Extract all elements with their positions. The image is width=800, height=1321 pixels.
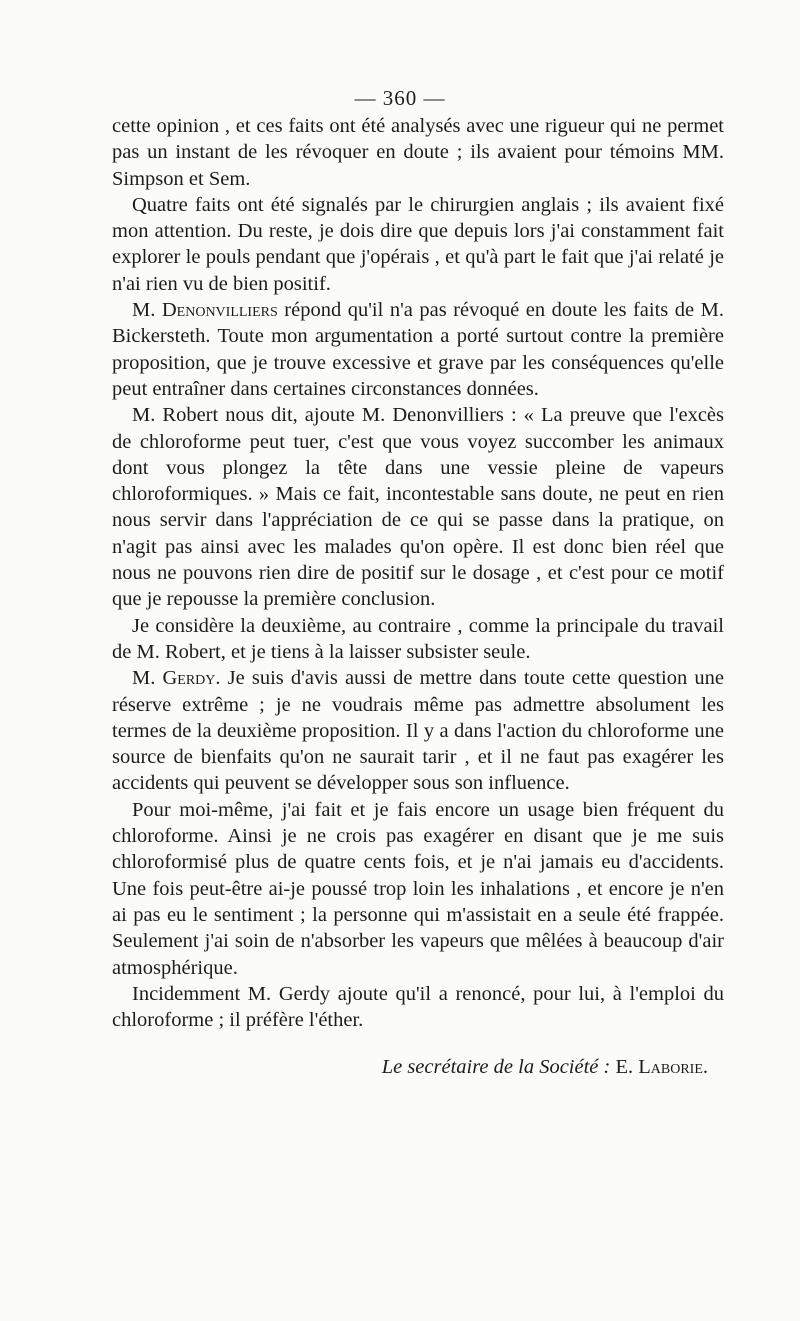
- body-text: [112, 113, 724, 1033]
- paragraph: [112, 297, 724, 402]
- paragraph: cette opinion , et ces faits ont été analysés avec une rigueur qui ne permet pas un instant de les révoquer en doute ; ils avaient pour témoins MM. Simpson et Sem.: [112, 115, 724, 190]
- paragraph-text: répond qu'il n'a pas révoqué en doute les faits de M. Bickersteth. Toute mon argumentation a porté surtout contre la première proposition, que je trouve excessive et grave par les conséquences qu'elle peut entraîner dans certaines circonstances données.: [112, 299, 724, 400]
- signature: [382, 1056, 708, 1079]
- signature-role: Le secrétaire de la Société :: [381, 1056, 611, 1078]
- paragraph: Quatre faits ont été signalés par le chirurgien anglais ; ils avaient fixé mon attention. Du reste, je dois dire que depuis lors j'ai constamment fait explorer le pouls pendant que j'opérais , et qu'à part le fait que j'ai relaté je n'ai rien vu de bien positif.: [112, 193, 724, 295]
- speaker-name: M. Denonvilliers: [132, 299, 278, 322]
- paragraph: Pour moi-même, j'ai fait et je fais encore un usage bien fréquent du chloroforme. Ainsi je ne crois pas exagérer en disant que je me suis chloroformisé plus de quatre cents fois, et je n'ai jamais eu d'accidents. Une fois peut-être ai-je poussé trop loin les inhalations , et encore je n'en ai pas eu le sentiment ; la personne qui m'assistait en a seule été frappée. Seulement j'ai soin de n'absorber les vapeurs que mêlées à beaucoup d'air atmosphérique.: [112, 798, 724, 979]
- signature-name: E. Laborie.: [610, 1056, 708, 1078]
- page-number: — 360 —: [354, 86, 446, 110]
- paragraph: Je considère la deuxième, au contraire , comme la principale du travail de M. Robert, et je tiens à la laisser subsister seule.: [112, 614, 724, 663]
- paragraph: M. Robert nous dit, ajoute M. Denonvilliers : « La preuve que l'excès de chloroforme peut tuer, c'est que vous voyez succomber les animaux dont vous plongez la tête dans une vessie pleine de vapeurs chloroformiques. » Mais ce fait, incontestable sans doute, ne peut en rien nous servir dans l'appréciation de ce qui se passe dans la pratique, on n'agit pas ainsi avec les malades qu'on opère. Il est donc bien réel que nous ne pouvons rien dire de positif sur le dosage , et c'est pour ce motif que je repousse la première conclusion.: [112, 404, 724, 611]
- paragraph: Incidemment M. Gerdy ajoute qu'il a renoncé, pour lui, à l'emploi du chloroforme ; il préfère l'éther.: [112, 982, 724, 1032]
- paragraph: [112, 665, 724, 796]
- paragraph-text: . Je suis d'avis aussi de mettre dans toute cette question une réserve extrême ; je ne voudrais même pas admettre absolument les termes de la deuxième proposition. Il y a dans l'action du chloroforme une source de bienfaits qu'on ne saurait tarir , et il ne faut pas exagérer les accidents qui peuvent se développer sous son influence.: [112, 667, 724, 795]
- speaker-name: M. Gerdy: [132, 667, 216, 690]
